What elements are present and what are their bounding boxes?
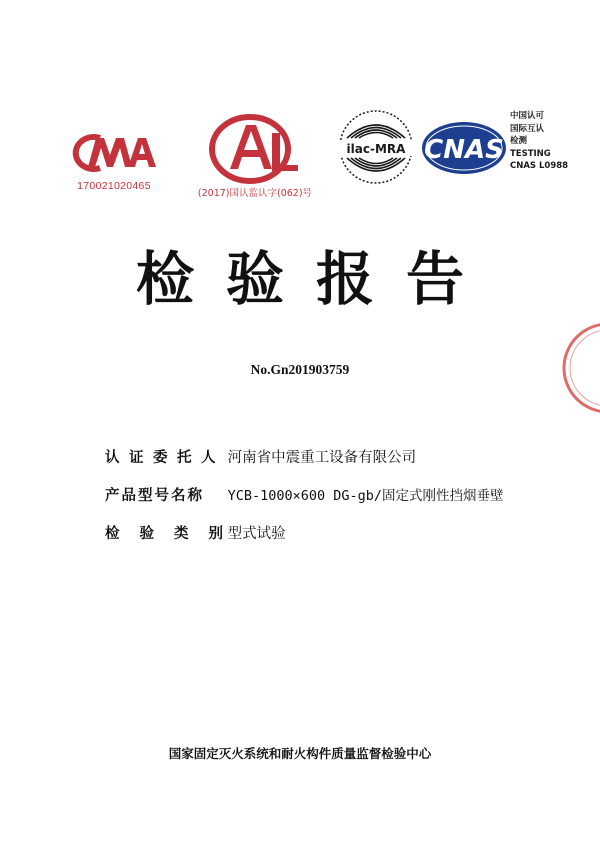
cnas-line: 国际互认 [510,123,545,134]
cma-code: 170021020465 [77,180,151,192]
field-label: 认证委托人 [105,450,225,466]
field-row-product [105,484,504,505]
ilac-mra-icon [335,108,417,186]
red-seal-fragment-icon [560,318,600,418]
cnas-line: CNAS L0988 [510,161,569,172]
report-title: 检验报告 [135,245,496,313]
cal-logo [197,113,313,199]
cnas-mark-icon [420,118,508,178]
field-value: 河南省中震重工设备有限公司 [227,450,417,466]
cal-mark-icon [200,113,310,185]
cnas-line: TESTING [510,148,551,159]
cnas-line: 检测 [510,136,528,147]
field-value: YCB-1000×600 DG-gb/固定式刚性挡烟垂壁 [227,488,504,504]
field-row-test-type [105,522,286,543]
cma-logo [68,130,158,192]
cal-code: (2017)国认监认字(062)号 [197,188,313,199]
field-label: 产品型号名称 [105,488,204,504]
cnas-logo [420,118,508,178]
report-number: No.Gn201903759 [250,362,350,377]
cnas-line: 中国认可 [510,111,545,121]
field-label: 检验类别 [105,526,243,542]
issuing-organization: 国家固定灭火系统和耐火构件质量监督检验中心 [168,746,432,761]
field-value: 型式试验 [227,526,286,542]
field-row-client [105,446,416,467]
cnas-mark-text: CNAS [424,135,504,165]
cma-mark-icon [68,130,158,176]
cnas-accreditation-text [510,110,590,173]
ilac-mark-text: ilac-MRA [346,142,406,156]
ilac-mra-logo [335,108,417,186]
